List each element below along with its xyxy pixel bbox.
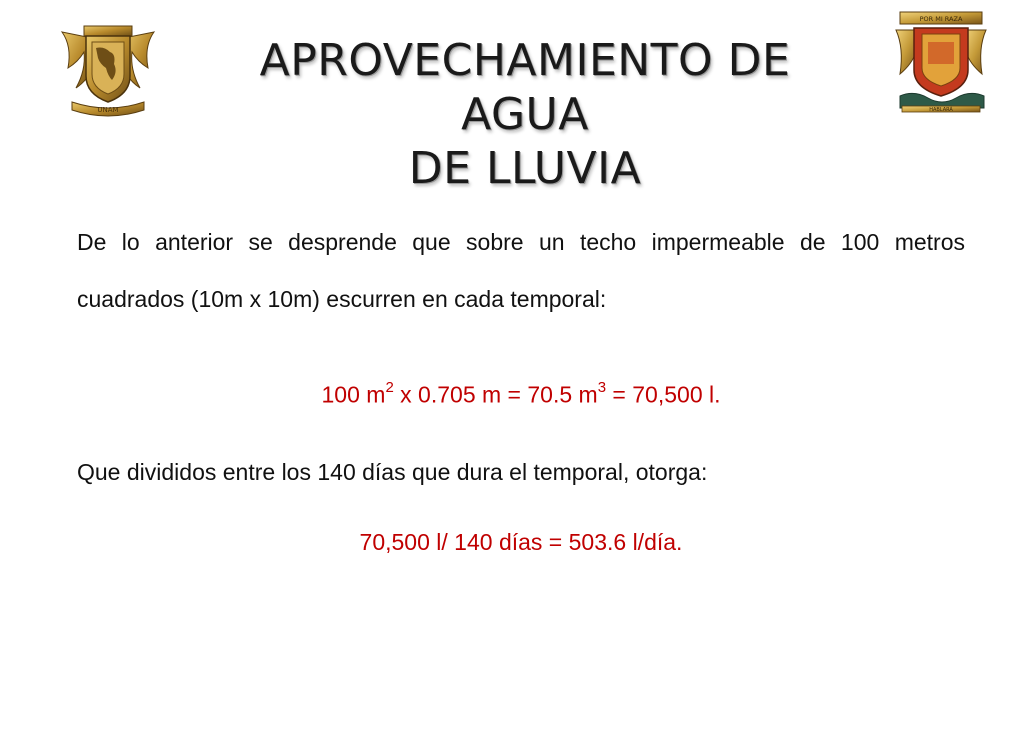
equation-volume-part2: x 0.705 m = 70.5 m (393, 381, 598, 408)
slide-title (190, 34, 860, 196)
svg-text:UNAM: UNAM (97, 106, 119, 114)
unam-escudo-icon (58, 18, 158, 120)
equation-volume (77, 381, 965, 409)
title-line-2: DE LLUVIA (408, 143, 642, 194)
svg-text:HABLARÁ: HABLARÁ (929, 107, 953, 113)
faculty-crest-icon (892, 8, 990, 114)
equation-volume-sup2: 3 (597, 379, 607, 396)
paragraph-days: Que divididos entre los 140 días que dura el temporal, otorga: (77, 459, 708, 485)
equation-daily: 70,500 l/ 140 días = 503.6 l/día. (359, 529, 683, 555)
title-line-1: APROVECHAMIENTO DE AGUA (259, 35, 791, 140)
equation-volume-sup1: 2 (385, 379, 394, 396)
svg-text:POR MI RAZA: POR MI RAZA (919, 15, 963, 23)
equation-volume-part1: 100 m (321, 381, 386, 408)
equation-volume-part3: = 70,500 l. (606, 381, 721, 408)
paragraph-roof-runoff: De lo anterior se desprende que sobre un techo impermeable de 100 metros cuadrados (10m x 10m) escurren en cada temporal: (77, 229, 965, 312)
